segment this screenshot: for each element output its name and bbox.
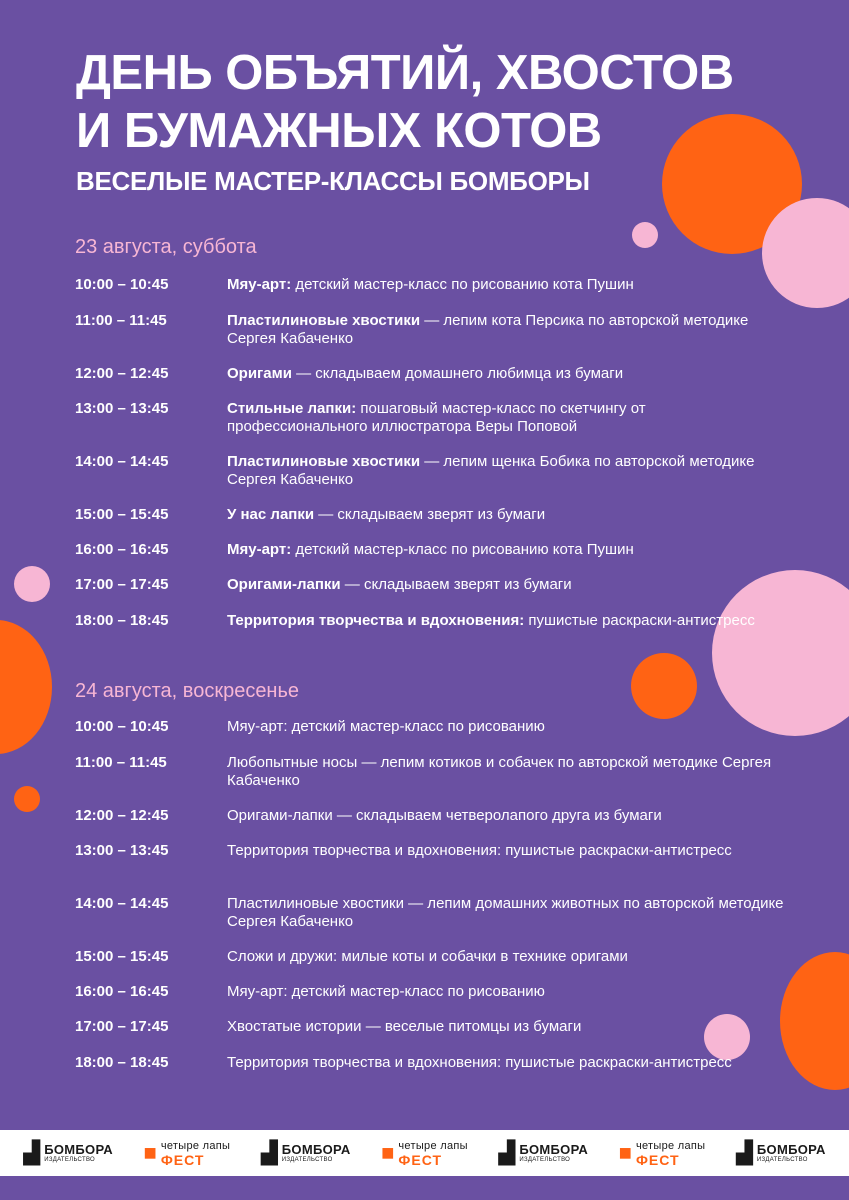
schedule-row xyxy=(75,506,787,524)
event-time: 12:00 – 12:45 xyxy=(75,807,169,824)
bombora-logo xyxy=(498,1142,588,1164)
event-description xyxy=(227,365,787,383)
paws-tag: ФЕСТ xyxy=(398,1151,443,1168)
bombora-logo-icon: ▟ xyxy=(23,1140,41,1165)
event-time: 13:00 – 13:45 xyxy=(75,400,169,417)
event-description: Территория творчества и вдохновения: пушистые раскраски-антистресс xyxy=(227,1054,732,1071)
event-time: 15:00 – 15:45 xyxy=(75,948,169,965)
event-time: 18:00 – 18:45 xyxy=(75,1054,169,1071)
bombora-name: БОМБОРА xyxy=(281,1141,351,1157)
decor-circle-pink-small xyxy=(632,222,658,248)
event-time: 11:00 – 11:45 xyxy=(75,312,167,329)
event-description: Любопытные носы — лепим котиков и собачек по авторской методике Сергея Кабаченко xyxy=(227,754,772,789)
bombora-tag: ИЗДАТЕЛЬСТВО xyxy=(281,1156,333,1163)
cat-logo-icon: ■ xyxy=(143,1140,157,1165)
schedule-row xyxy=(75,576,787,594)
event-time: 10:00 – 10:45 xyxy=(75,718,169,735)
event-details: — лепим кота Персика по авторской методике Сергея Кабаченко xyxy=(227,312,749,347)
schedule-row xyxy=(75,312,787,348)
event-details: — складываем зверят из бумаги xyxy=(340,576,572,593)
event-details: детский мастер-класс по рисованию кота Пушин xyxy=(291,541,634,558)
decor-circle-orange-small xyxy=(14,786,40,812)
event-time: 14:00 – 14:45 xyxy=(75,453,169,470)
schedule-row xyxy=(75,948,787,966)
bombora-logo-icon: ▟ xyxy=(260,1140,278,1165)
bombora-logo-icon: ▟ xyxy=(735,1140,753,1165)
schedule-row xyxy=(75,983,787,1001)
event-details: — складываем зверят из бумаги xyxy=(314,506,546,523)
bombora-name: БОМБОРА xyxy=(756,1141,826,1157)
event-name: Оригами-лапки xyxy=(227,576,341,593)
event-time: 16:00 – 16:45 xyxy=(75,541,169,558)
schedule-row xyxy=(75,807,787,825)
event-details: — лепим щенка Бобика по авторской методике Сергея Кабаченко xyxy=(227,453,755,488)
page-title xyxy=(76,44,796,160)
paws-name: четыре лапы xyxy=(160,1139,231,1152)
schedule-row xyxy=(75,365,787,383)
schedule-row xyxy=(75,895,787,931)
bombora-logo-icon: ▟ xyxy=(498,1140,516,1165)
event-name: Пластилиновые хвостики xyxy=(227,453,421,470)
event-details: пушистые раскраски-антистресс xyxy=(524,612,755,629)
event-description: Мяу-арт: детский мастер-класс по рисованию xyxy=(227,983,545,1000)
title-line-2: И БУМАЖНЫХ КОТОВ xyxy=(76,104,602,158)
schedule-row xyxy=(75,1018,787,1036)
schedule-row xyxy=(75,276,787,294)
event-description xyxy=(227,400,787,436)
decor-circle-orange xyxy=(0,620,52,754)
event-description xyxy=(227,312,787,348)
event-description: Пластилиновые хвостики — лепим домашних животных по авторской методике Сергея Кабаченко xyxy=(227,895,784,930)
sponsor-footer xyxy=(0,1130,849,1176)
event-description xyxy=(227,276,787,294)
title-line-1: ДЕНЬ ОБЪЯТИЙ, ХВОСТОВ xyxy=(76,46,734,100)
bombora-logo xyxy=(261,1142,351,1164)
event-description: Сложи и дружи: милые коты и собачки в технике оригами xyxy=(227,948,628,965)
bombora-name: БОМБОРА xyxy=(44,1141,113,1157)
paws-tag: ФЕСТ xyxy=(635,1151,680,1168)
event-time: 11:00 – 11:45 xyxy=(75,754,167,771)
event-time: 12:00 – 12:45 xyxy=(75,365,169,382)
event-description: Оригами-лапки — складываем четверолапого друга из бумаги xyxy=(227,807,662,824)
bombora-logo xyxy=(23,1142,113,1164)
four-paws-fest-logo xyxy=(619,1140,706,1167)
event-time: 15:00 – 15:45 xyxy=(75,506,169,523)
event-details: детский мастер-класс по рисованию кота Пушин xyxy=(291,276,634,293)
event-name: Пластилиновые хвостики xyxy=(227,312,421,329)
event-time: 17:00 – 17:45 xyxy=(75,576,169,593)
cat-logo-icon: ■ xyxy=(381,1140,395,1165)
decor-circle-pink xyxy=(14,566,50,602)
cat-logo-icon: ■ xyxy=(618,1140,632,1165)
schedule-row xyxy=(75,612,787,630)
event-description xyxy=(227,506,787,524)
event-description xyxy=(227,453,787,489)
event-time: 10:00 – 10:45 xyxy=(75,276,169,293)
event-time: 16:00 – 16:45 xyxy=(75,983,169,1000)
schedule-row xyxy=(75,400,787,436)
bombora-name: БОМБОРА xyxy=(519,1141,589,1157)
paws-name: четыре лапы xyxy=(398,1139,468,1152)
schedule-row xyxy=(75,453,787,489)
event-details: — складываем домашнего любимца из бумаги xyxy=(291,365,624,382)
event-name: У нас лапки xyxy=(227,506,315,523)
decor-circle-pink-large xyxy=(712,570,849,736)
event-time: 18:00 – 18:45 xyxy=(75,612,169,629)
schedule-row xyxy=(75,1054,787,1072)
event-time: 13:00 – 13:45 xyxy=(75,842,169,859)
four-paws-fest-logo xyxy=(144,1140,231,1167)
event-description xyxy=(227,576,787,594)
event-name: Территория творчества и вдохновения: xyxy=(227,612,525,629)
paws-name: четыре лапы xyxy=(635,1139,706,1152)
schedule-row xyxy=(75,541,787,559)
event-description: Территория творчества и вдохновения: пушистые раскраски-антистресс xyxy=(227,842,732,859)
bombora-tag: ИЗДАТЕЛЬСТВО xyxy=(44,1156,96,1163)
event-description xyxy=(227,612,787,630)
event-details: пошаговый мастер-класс по скетчингу от профессионального иллюстратора Веры Поповой xyxy=(227,400,646,435)
event-name: Мяу-арт: xyxy=(227,541,292,558)
event-description: Мяу-арт: детский мастер-класс по рисованию xyxy=(227,718,545,735)
schedule-row xyxy=(75,754,787,790)
event-description xyxy=(227,541,787,559)
schedule-row xyxy=(75,842,787,860)
event-name: Стильные лапки: xyxy=(227,400,357,417)
four-paws-fest-logo xyxy=(381,1140,468,1167)
bombora-logo xyxy=(736,1142,826,1164)
decor-circle-orange-large xyxy=(780,952,849,1090)
day-1-heading: 23 августа, суббота xyxy=(75,236,257,258)
day-2-heading: 24 августа, воскресенье xyxy=(75,680,300,702)
bombora-tag: ИЗДАТЕЛЬСТВО xyxy=(756,1156,808,1163)
event-description: Хвостатые истории — веселые питомцы из бумаги xyxy=(227,1018,582,1035)
event-name: Оригами xyxy=(227,365,292,382)
page-subtitle: ВЕСЕЛЫЕ МАСТЕР-КЛАССЫ БОМБОРЫ xyxy=(76,166,590,196)
bombora-tag: ИЗДАТЕЛЬСТВО xyxy=(519,1156,571,1163)
event-name: Мяу-арт: xyxy=(227,276,292,293)
event-time: 14:00 – 14:45 xyxy=(75,895,169,912)
paws-tag: ФЕСТ xyxy=(160,1151,205,1168)
decor-circle-orange xyxy=(631,653,697,719)
event-time: 17:00 – 17:45 xyxy=(75,1018,169,1035)
schedule-row xyxy=(75,718,787,736)
